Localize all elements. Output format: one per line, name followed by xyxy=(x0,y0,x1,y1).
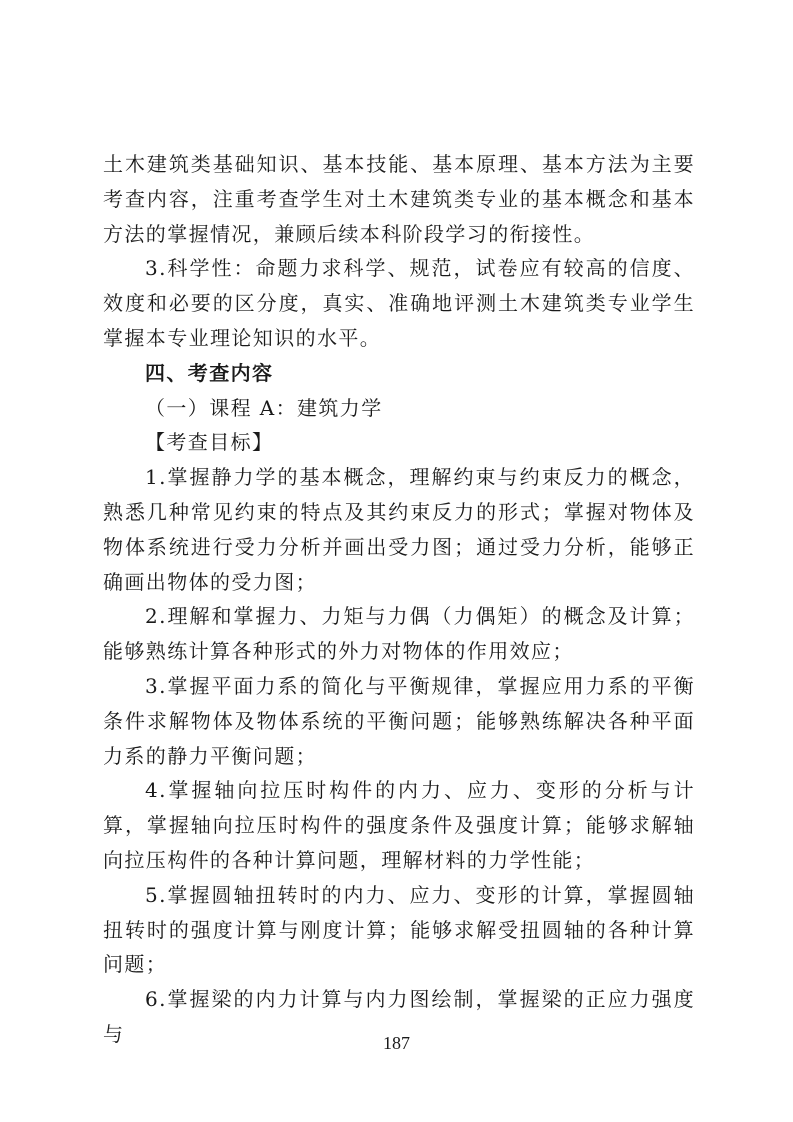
section-heading: 四、考查内容 xyxy=(145,360,274,385)
body-text xyxy=(103,147,695,1052)
paragraph: 4.掌握轴向拉压时构件的内力、应力、变形的分析与计算，掌握轴向拉压时构件的强度条件及强度计算；能够求解轴向拉压构件的各种计算问题，理解材料的力学性能； xyxy=(103,778,695,872)
paragraph: 3.科学性：命题力求科学、规范，试卷应有较高的信度、效度和必要的区分度，真实、准确地评测土木建筑类专业学生掌握本专业理论知识的水平。 xyxy=(103,256,695,350)
paragraph: 3.掌握平面力系的简化与平衡规律，掌握应用力系的平衡条件求解物体及物体系统的平衡问题；能够熟练解决各种平面力系的静力平衡问题； xyxy=(103,673,695,768)
paragraph: 土木建筑类基础知识、基本技能、基本原理、基本方法为主要考查内容，注重考查学生对土木建筑类专业的基本概念和基本方法的掌握情况，兼顾后续本科阶段学习的衔接性。 xyxy=(103,152,695,246)
paragraph: （一）课程 A：建筑力学 xyxy=(145,395,383,420)
paragraph: 6.掌握梁的内力计算与内力图绘制，掌握梁的正应力强度与 xyxy=(103,987,695,1046)
paragraph: 5.掌握圆轴扭转时的内力、应力、变形的计算，掌握圆轴扭转时的强度计算与刚度计算；能够求解受扭圆轴的各种计算问题； xyxy=(103,882,695,977)
paragraph: 【考查目标】 xyxy=(145,430,274,455)
page-number: 187 xyxy=(383,1033,410,1053)
paragraph: 2.理解和掌握力、力矩与力偶（力偶矩）的概念及计算；能够熟练计算各种形式的外力对物体的作用效应； xyxy=(103,604,695,664)
paragraph: 1.掌握静力学的基本概念，理解约束与约束反力的概念，熟悉几种常见约束的特点及其约束反力的形式；掌握对物体及物体系统进行受力分析并画出受力图；通过受力分析，能够正确画出物体的受力图； xyxy=(103,465,695,594)
